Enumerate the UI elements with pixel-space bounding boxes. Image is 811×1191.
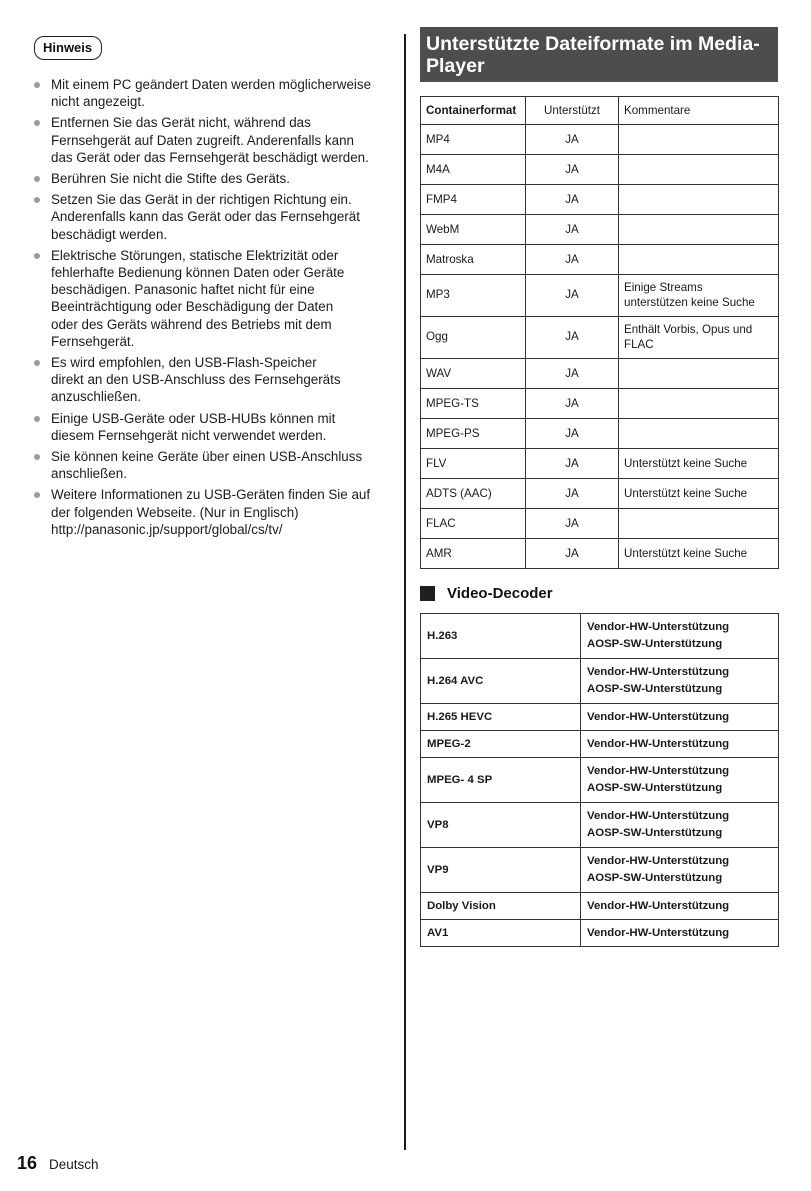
comment-line: Enthält Vorbis, Opus und — [624, 323, 753, 336]
note-line: das Gerät oder das Fernsehgerät beschädigt werden. — [51, 149, 369, 165]
codec-cell: H.263 — [421, 614, 581, 659]
table-row — [421, 215, 779, 245]
bullet-icon — [34, 120, 40, 126]
bullet-icon — [34, 492, 40, 498]
supported-cell: JA — [526, 479, 619, 509]
container-format-table — [420, 96, 779, 569]
supported-cell: JA — [526, 317, 619, 359]
support-cell — [581, 848, 779, 893]
note-line: der folgenden Webseite. (Nur in Englisch) — [51, 504, 299, 520]
note-line: Anderenfalls kann das Gerät oder das Fernsehgerät — [51, 209, 360, 225]
table-row — [421, 893, 779, 920]
format-cell: FLV — [421, 449, 526, 479]
supported-cell: JA — [526, 275, 619, 317]
format-cell: MPEG-PS — [421, 419, 526, 449]
support-line: AOSP-SW-Unterstützung — [587, 782, 723, 794]
comment-cell — [619, 275, 779, 317]
support-cell — [581, 704, 779, 731]
header-containerformat: Containerformat — [421, 97, 526, 125]
bullet-icon — [34, 176, 40, 182]
support-cell — [581, 659, 779, 704]
table-row — [421, 539, 779, 569]
title-line: Player — [426, 55, 485, 77]
support-cell — [581, 920, 779, 947]
heading-square-icon — [420, 586, 435, 601]
comment-line: unterstützen keine Suche — [624, 295, 755, 309]
format-cell: Ogg — [421, 317, 526, 359]
table-row — [421, 758, 779, 803]
format-cell: ADTS (AAC) — [421, 479, 526, 509]
comment-line: FLAC — [624, 337, 654, 351]
supported-cell: JA — [526, 419, 619, 449]
codec-cell: H.264 AVC — [421, 659, 581, 704]
note-item — [33, 191, 393, 243]
comment-cell — [619, 419, 779, 449]
codec-cell: VP8 — [421, 803, 581, 848]
note-line: anschließen. — [51, 466, 127, 482]
note-line: http://panasonic.jp/support/global/cs/tv/ — [51, 521, 283, 537]
bullet-icon — [34, 197, 40, 203]
header-unterstuetzt: Unterstützt — [526, 97, 619, 125]
note-line: beschädigt werden. — [51, 226, 168, 242]
table-row — [421, 704, 779, 731]
note-line: fehlerhafte Bedienung können Daten oder Geräte — [51, 265, 345, 281]
table-row — [421, 317, 779, 359]
format-cell: MP4 — [421, 125, 526, 155]
support-line: Vendor-HW-Unterstützung — [587, 855, 730, 867]
table-row — [421, 731, 779, 758]
support-cell — [581, 803, 779, 848]
codec-cell: MPEG- 4 SP — [421, 758, 581, 803]
support-cell — [581, 758, 779, 803]
supported-cell: JA — [526, 359, 619, 389]
table-row — [421, 848, 779, 893]
support-line: Vendor-HW-Unterstützung — [587, 926, 730, 939]
format-cell: MPEG-TS — [421, 389, 526, 419]
table-row — [421, 614, 779, 659]
comment-cell — [619, 539, 779, 569]
table-row — [421, 185, 779, 215]
note-line: Fernsehgerät auf Daten zugreift. Anderenfalls kann — [51, 132, 354, 148]
supported-cell: JA — [526, 245, 619, 275]
comment-cell — [619, 449, 779, 479]
support-line: Vendor-HW-Unterstützung — [587, 710, 730, 723]
support-line: Vendor-HW-Unterstützung — [587, 666, 730, 678]
support-line: Vendor-HW-Unterstützung — [587, 765, 730, 777]
note-item — [33, 76, 393, 110]
table-row — [421, 359, 779, 389]
table-row — [421, 125, 779, 155]
table-row — [421, 275, 779, 317]
note-line: anzuschließen. — [51, 389, 142, 405]
table-row — [421, 479, 779, 509]
supported-cell: JA — [526, 509, 619, 539]
comment-cell — [619, 215, 779, 245]
note-line: direkt an den USB-Anschluss des Fernsehgeräts — [51, 372, 341, 388]
format-cell: WebM — [421, 215, 526, 245]
page-number: 16 — [17, 1153, 38, 1173]
comment-cell — [619, 389, 779, 419]
format-cell: AMR — [421, 539, 526, 569]
note-line: Beeinträchtigung oder Beschädigung der Daten — [51, 299, 334, 315]
video-decoder-heading — [420, 585, 778, 602]
comment-cell — [619, 479, 779, 509]
format-cell: MP3 — [421, 275, 526, 317]
bullet-icon — [34, 82, 40, 88]
comment-cell — [619, 125, 779, 155]
hinweis-badge: Hinweis — [34, 36, 102, 60]
note-line: Fernsehgerät. — [51, 333, 135, 349]
comment-cell — [619, 509, 779, 539]
note-line: beschädigen. Panasonic haftet nicht für eine — [51, 282, 315, 298]
comment-cell — [619, 155, 779, 185]
table-row — [421, 389, 779, 419]
comment-cell — [619, 359, 779, 389]
page-footer — [17, 1153, 99, 1174]
bullet-icon — [34, 360, 40, 366]
support-line: AOSP-SW-Unterstützung — [587, 827, 723, 839]
note-item — [33, 114, 393, 166]
support-line: Vendor-HW-Unterstützung — [587, 810, 730, 822]
support-cell — [581, 893, 779, 920]
table-row — [421, 155, 779, 185]
note-item — [33, 410, 393, 444]
header-kommentare: Kommentare — [619, 97, 779, 125]
support-cell — [581, 731, 779, 758]
column-divider — [404, 34, 406, 1150]
supported-cell: JA — [526, 215, 619, 245]
support-line: Vendor-HW-Unterstützung — [587, 737, 730, 750]
format-cell: FLAC — [421, 509, 526, 539]
support-line: Vendor-HW-Unterstützung — [587, 621, 730, 633]
note-item — [33, 170, 393, 187]
note-line: Sie können keine Geräte über einen USB-Anschluss — [51, 449, 363, 465]
codec-cell: MPEG-2 — [421, 731, 581, 758]
comment-cell — [619, 245, 779, 275]
note-line: Es wird empfohlen, den USB-Flash-Speicher — [51, 355, 317, 371]
format-cell: FMP4 — [421, 185, 526, 215]
note-line: oder des Geräts während des Betriebs mit dem — [51, 316, 332, 332]
note-line: Weitere Informationen zu USB-Geräten finden Sie auf — [51, 487, 371, 503]
format-cell: Matroska — [421, 245, 526, 275]
codec-cell: Dolby Vision — [421, 893, 581, 920]
table-row — [421, 920, 779, 947]
comment-line: Unterstützt keine Suche — [624, 487, 748, 500]
note-line: Setzen Sie das Gerät in der richtigen Richtung ein. — [51, 192, 352, 208]
supported-cell: JA — [526, 539, 619, 569]
note-item — [33, 486, 393, 538]
table-row — [421, 245, 779, 275]
note-line: Berühren Sie nicht die Stifte des Geräts. — [51, 171, 290, 187]
note-line: Entfernen Sie das Gerät nicht, während das — [51, 115, 311, 131]
supported-cell: JA — [526, 185, 619, 215]
table-row — [421, 419, 779, 449]
note-line: Mit einem PC geändert Daten werden möglicherweise — [51, 77, 372, 92]
support-line: AOSP-SW-Unterstützung — [587, 638, 723, 650]
video-decoder-title: Video-Decoder — [447, 585, 553, 602]
support-line: AOSP-SW-Unterstützung — [587, 872, 723, 884]
section-title — [420, 27, 778, 82]
comment-line: Einige Streams — [624, 281, 703, 294]
format-cell: WAV — [421, 359, 526, 389]
note-line: nicht angezeigt. — [51, 94, 145, 110]
table-row — [421, 509, 779, 539]
note-line: diesem Fernsehgerät nicht verwendet werden. — [51, 427, 327, 443]
support-line: AOSP-SW-Unterstützung — [587, 683, 723, 695]
support-line: Vendor-HW-Unterstützung — [587, 899, 730, 912]
comment-cell — [619, 185, 779, 215]
supported-cell: JA — [526, 125, 619, 155]
note-line: Einige USB-Geräte oder USB-HUBs können mit — [51, 410, 336, 426]
video-decoder-table — [420, 613, 779, 947]
bullet-icon — [34, 253, 40, 259]
language-label: Deutsch — [49, 1157, 99, 1172]
table-row — [421, 449, 779, 479]
note-line: Elektrische Störungen, statische Elektrizität oder — [51, 247, 339, 263]
note-item — [33, 354, 393, 406]
codec-cell: H.265 HEVC — [421, 704, 581, 731]
notes-column — [33, 36, 393, 542]
supported-cell: JA — [526, 155, 619, 185]
formats-column — [420, 27, 778, 947]
format-cell: M4A — [421, 155, 526, 185]
comment-cell — [619, 317, 779, 359]
supported-cell: JA — [526, 449, 619, 479]
bullet-icon — [34, 416, 40, 422]
note-item — [33, 448, 393, 482]
support-cell — [581, 614, 779, 659]
comment-line: Unterstützt keine Suche — [624, 457, 748, 470]
table-row — [421, 803, 779, 848]
table-row — [421, 659, 779, 704]
codec-cell: AV1 — [421, 920, 581, 947]
title-line: Unterstützte Dateiformate im Media- — [426, 33, 760, 55]
note-item — [33, 247, 393, 350]
notes-list — [33, 76, 393, 538]
supported-cell: JA — [526, 389, 619, 419]
codec-cell: VP9 — [421, 848, 581, 893]
comment-line: Unterstützt keine Suche — [624, 547, 748, 560]
table-header-row — [421, 97, 779, 125]
bullet-icon — [34, 454, 40, 460]
